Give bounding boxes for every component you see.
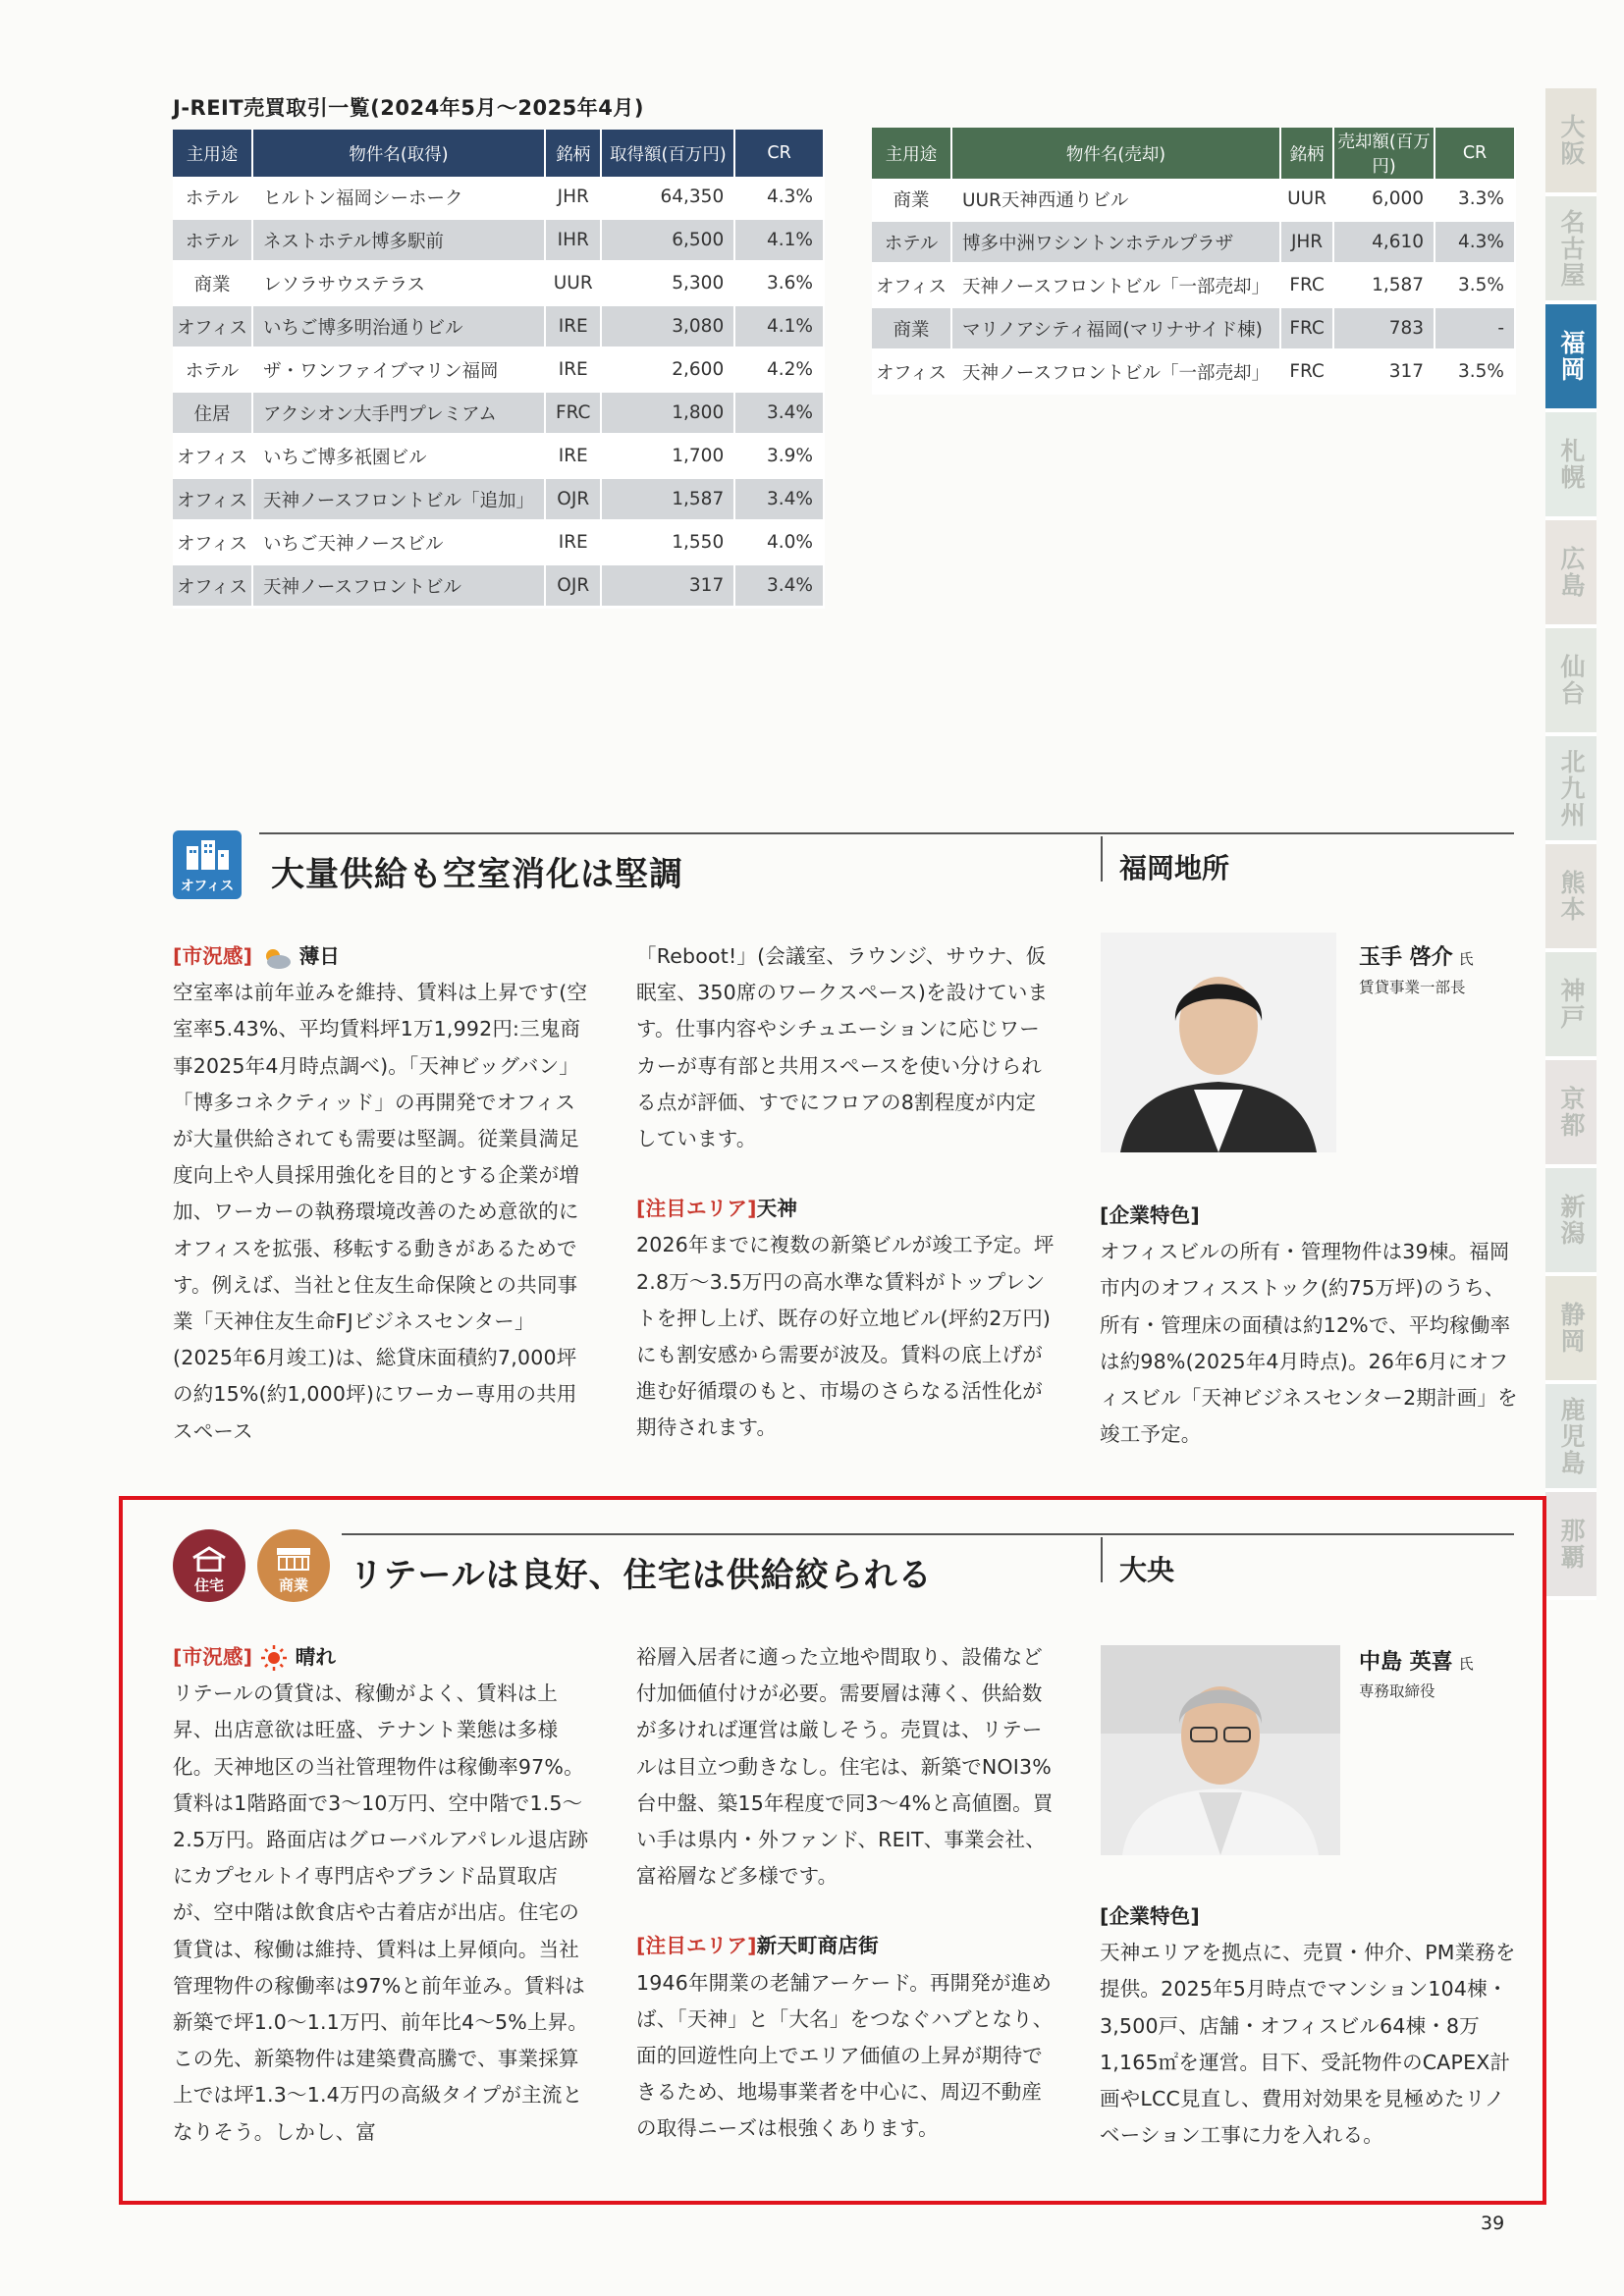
table-cell: ホテル bbox=[173, 219, 252, 262]
table-cell: 天神ノースフロントビル「一部売却」 bbox=[951, 264, 1280, 307]
section2-col2 bbox=[636, 1639, 1055, 2148]
person-name: 中島 英喜 bbox=[1359, 1650, 1453, 1675]
focus-area: 新天町商店街 bbox=[756, 1934, 879, 1958]
table-cell: 博多中洲ワシントンホテルプラザ bbox=[951, 221, 1280, 264]
region-tab[interactable]: 那覇 bbox=[1545, 1492, 1597, 1600]
region-tab[interactable]: 広島 bbox=[1545, 520, 1597, 628]
table-cell: 3.5% bbox=[1435, 264, 1515, 307]
section1-company: 福岡地所 bbox=[1119, 852, 1230, 884]
table-row bbox=[872, 179, 1515, 221]
table-cell: OJR bbox=[545, 564, 601, 608]
feature-text: オフィスビルの所有・管理物件は39棟。福岡市内のオフィスストック(約75万坪)のうち、所有・管理床の面積は約12%で、平均稼働率は約98%(2025年4月時点)。26年6月にオフィスビル「天神ビジネスセンター2期計画」を竣工予定。 bbox=[1100, 1240, 1518, 1447]
person-role: 専務取締役 bbox=[1359, 1682, 1435, 1700]
table-row bbox=[173, 435, 824, 478]
table-row bbox=[173, 305, 824, 348]
table-cell: 1,587 bbox=[601, 478, 734, 521]
table-cell: 4.3% bbox=[734, 177, 824, 219]
table-cell: 64,350 bbox=[601, 177, 734, 219]
person-role: 賃貸事業一部長 bbox=[1359, 979, 1466, 996]
table-cell: FRC bbox=[1280, 307, 1333, 350]
section2-company: 大央 bbox=[1119, 1554, 1175, 1586]
table-row bbox=[173, 392, 824, 435]
region-tab[interactable]: 静岡 bbox=[1545, 1276, 1597, 1384]
person-suffix: 氏 bbox=[1458, 1655, 1474, 1673]
table-title: J-REIT売買取引一覧(2024年5月〜2025年4月) bbox=[173, 96, 644, 120]
table-cell: 3.3% bbox=[1435, 179, 1515, 221]
table-row bbox=[872, 307, 1515, 350]
storefront-icon bbox=[275, 1546, 312, 1572]
region-tab[interactable]: 熊本 bbox=[1545, 844, 1597, 952]
table-header-cell: CR bbox=[734, 130, 824, 177]
person-suffix: 氏 bbox=[1458, 950, 1474, 968]
partly-sunny-icon bbox=[259, 945, 293, 969]
table-cell: 天神ノースフロントビル bbox=[252, 564, 545, 608]
table-cell: 317 bbox=[601, 564, 734, 608]
table-cell: オフィス bbox=[872, 264, 951, 307]
table-cell: UUR bbox=[1280, 179, 1333, 221]
table-cell: FRC bbox=[1280, 350, 1333, 394]
table-cell: オフィス bbox=[173, 564, 252, 608]
section2-col1 bbox=[173, 1639, 591, 2151]
table-header-cell: 物件名(取得) bbox=[252, 130, 545, 177]
table-cell: アクシオン大手門プレミアム bbox=[252, 392, 545, 435]
table-cell: FRC bbox=[545, 392, 601, 435]
section2-rule bbox=[342, 1533, 1514, 1535]
focus-area: 天神 bbox=[756, 1197, 798, 1221]
table-cell: 1,800 bbox=[601, 392, 734, 435]
region-tab[interactable]: 札幌 bbox=[1545, 412, 1597, 520]
table-row bbox=[173, 348, 824, 392]
person-name: 玉手 啓介 bbox=[1359, 945, 1453, 970]
table-header-cell: 主用途 bbox=[173, 130, 252, 177]
table-row bbox=[173, 478, 824, 521]
table-cell: 3.9% bbox=[734, 435, 824, 478]
table-cell: JHR bbox=[1280, 221, 1333, 264]
table-cell: ホテル bbox=[173, 348, 252, 392]
table-cell: マリノアシティ福岡(マリナサイド棟) bbox=[951, 307, 1280, 350]
table-cell: 天神ノースフロントビル「一部売却」 bbox=[951, 350, 1280, 394]
market-tag: [市況感] bbox=[173, 944, 253, 968]
table-cell: IRE bbox=[545, 435, 601, 478]
section1-col2 bbox=[636, 938, 1055, 1447]
section2-divider bbox=[1101, 1537, 1103, 1582]
page-number: 39 bbox=[1481, 2213, 1505, 2234]
region-tab[interactable]: 北九州 bbox=[1545, 736, 1597, 844]
table-cell: UUR bbox=[545, 262, 601, 305]
table-cell: IRE bbox=[545, 521, 601, 564]
table-row bbox=[173, 564, 824, 608]
region-tab[interactable]: 仙台 bbox=[1545, 628, 1597, 736]
table-cell: 商業 bbox=[872, 307, 951, 350]
table-cell: 3.4% bbox=[734, 478, 824, 521]
table-cell: ホテル bbox=[872, 221, 951, 264]
table-cell: JHR bbox=[545, 177, 601, 219]
man-portrait-icon bbox=[1101, 933, 1336, 1152]
table-cell: 783 bbox=[1333, 307, 1435, 350]
region-tab[interactable]: 福岡 bbox=[1545, 304, 1597, 412]
table-cell: 3.4% bbox=[734, 564, 824, 608]
residential-icon-label: 住宅 bbox=[193, 1576, 224, 1594]
office-category-icon bbox=[173, 830, 242, 899]
table-cell: 3.5% bbox=[1435, 350, 1515, 394]
focus-text: 2026年までに複数の新築ビルが竣工予定。坪2.8万〜3.5万円の高水準な賃料がトップレントを押し上げ、既存の好立地ビル(坪約2万円)にも割安感から需要が波及。賃料の底上げが進む好循環のもと、市場のさらなる活性化が期待されます。 bbox=[636, 1233, 1055, 1440]
table-cell: 5,300 bbox=[601, 262, 734, 305]
focus-tag: [注目エリア] bbox=[636, 1197, 757, 1221]
section2-col3 bbox=[1100, 1898, 1522, 2154]
col2-text: 「Reboot!」(会議室、ラウンジ、サウナ、仮眠室、350席のワークスペース)を設けています。仕事内容やシチュエーションに応じワーカーが専有部と共用スペースを使い分けられる点が評価、すでにフロアの8割程度が内定しています。 bbox=[636, 944, 1049, 1151]
table-cell: ネストホテル博多駅前 bbox=[252, 219, 545, 262]
table-header-cell: 銘柄 bbox=[545, 130, 601, 177]
person-name-block bbox=[1359, 1645, 1474, 1676]
region-tab[interactable]: 神戸 bbox=[1545, 952, 1597, 1060]
table-cell: 天神ノースフロントビル「追加」 bbox=[252, 478, 545, 521]
table-row bbox=[173, 219, 824, 262]
region-tab[interactable]: 大阪 bbox=[1545, 88, 1597, 196]
acquisition-table bbox=[173, 130, 825, 609]
table-cell: 商業 bbox=[872, 179, 951, 221]
table-cell: オフィス bbox=[872, 350, 951, 394]
section1-divider bbox=[1101, 836, 1103, 881]
section1-rule bbox=[259, 832, 1514, 834]
person-photo-nakajima bbox=[1101, 1645, 1340, 1855]
table-cell: 1,587 bbox=[1333, 264, 1435, 307]
table-cell: IRE bbox=[545, 348, 601, 392]
section1-col3 bbox=[1100, 1198, 1522, 1453]
table-header-cell: 物件名(売却) bbox=[951, 128, 1280, 179]
table-cell: レソラサウステラス bbox=[252, 262, 545, 305]
table-header-cell: CR bbox=[1435, 128, 1515, 179]
table-cell: 2,600 bbox=[601, 348, 734, 392]
section1-col1 bbox=[173, 938, 591, 1450]
feature-tag: [企業特色] bbox=[1100, 1904, 1200, 1928]
table-cell: OJR bbox=[545, 478, 601, 521]
market-weather: 晴れ bbox=[295, 1645, 337, 1669]
table-cell: 4,610 bbox=[1333, 221, 1435, 264]
table-cell: 1,550 bbox=[601, 521, 734, 564]
table-cell: IHR bbox=[545, 219, 601, 262]
commercial-category-icon bbox=[257, 1529, 330, 1602]
region-tab[interactable]: 名古屋 bbox=[1545, 196, 1597, 304]
table-cell: ザ・ワンファイブマリン福岡 bbox=[252, 348, 545, 392]
table-cell: オフィス bbox=[173, 305, 252, 348]
table-cell: - bbox=[1435, 307, 1515, 350]
residential-category-icon bbox=[173, 1529, 245, 1602]
commercial-icon-label: 商業 bbox=[278, 1576, 308, 1594]
table-cell: 4.3% bbox=[1435, 221, 1515, 264]
table-cell: オフィス bbox=[173, 521, 252, 564]
market-tag: [市況感] bbox=[173, 1645, 253, 1669]
table-cell: 4.2% bbox=[734, 348, 824, 392]
table-cell: オフィス bbox=[173, 478, 252, 521]
region-tab[interactable]: 京都 bbox=[1545, 1060, 1597, 1168]
region-tab[interactable]: 鹿児島 bbox=[1545, 1384, 1597, 1492]
market-text: リテールの賃貸は、稼働がよく、賃料は上昇、出店意欲は旺盛、テナント業態は多様化。天神地区の当社管理物件は稼働率97%。賃料は1階路面で3〜10万円、空中階で1.5〜2.5万円。路面店はグローバルアパレル退店跡にカプセルトイ専門店やブランド品買取店が、空中階は飲食店や古着店が出店。住宅の賃貸は、稼働は維持、賃料は上昇傾向。当社管理物件の稼働率は97%と前年並み。賃料は新築で坪1.0〜1.1万円、前年比4〜5%上昇。この先、新築物件は建築費高騰で、事業採算上では坪1.3〜1.4万円の高級タイプが主流となりそう。しかし、富 bbox=[173, 1682, 589, 2144]
sunny-icon bbox=[259, 1645, 289, 1671]
section1-headline: 大量供給も空室消化は堅調 bbox=[271, 855, 683, 894]
table-header-cell: 銘柄 bbox=[1280, 128, 1333, 179]
table-cell: 3,080 bbox=[601, 305, 734, 348]
table-cell: 住居 bbox=[173, 392, 252, 435]
feature-tag: [企業特色] bbox=[1100, 1203, 1200, 1227]
table-cell: 4.1% bbox=[734, 305, 824, 348]
market-text: 空室率は前年並みを維持、賃料は上昇です(空室率5.43%、平均賃料坪1万1,992円:三鬼商事2025年4月時点調べ)。「天神ビッグバン」「博多コネクティッド」の再開発でオフィスが大量供給されても需要は堅調。従業員満足度向上や人員採用強化を目的とする企業が増加、ワーカーの執務環境改善のため意欲的にオフィスを拡張、移転する動きがあるためです。例えば、当社と住友生命保険との共同事業「天神住友生命FJビジネスセンター」(2025年6月竣工)は、総貸床面積約7,000坪の約15%(約1,000坪)にワーカー専用の共用スペース bbox=[173, 981, 588, 1443]
table-row bbox=[173, 521, 824, 564]
table-cell: いちご博多祇園ビル bbox=[252, 435, 545, 478]
sale-table bbox=[872, 128, 1516, 395]
market-weather: 薄日 bbox=[298, 944, 341, 968]
table-cell: FRC bbox=[1280, 264, 1333, 307]
table-cell: いちご博多明治通りビル bbox=[252, 305, 545, 348]
table-row bbox=[173, 177, 824, 219]
section2-headline: リテールは良好、住宅は供給絞られる bbox=[350, 1556, 933, 1595]
table-cell: いちご天神ノースビル bbox=[252, 521, 545, 564]
person-name-block bbox=[1359, 940, 1474, 971]
focus-tag: [注目エリア] bbox=[636, 1934, 757, 1958]
table-cell: IRE bbox=[545, 305, 601, 348]
table-cell: 4.1% bbox=[734, 219, 824, 262]
table-cell: 3.6% bbox=[734, 262, 824, 305]
table-cell: 317 bbox=[1333, 350, 1435, 394]
table-row bbox=[173, 262, 824, 305]
table-header-cell: 主用途 bbox=[872, 128, 951, 179]
region-tab[interactable]: 新潟 bbox=[1545, 1168, 1597, 1276]
table-header-cell: 売却額(百万円) bbox=[1333, 128, 1435, 179]
focus-text: 1946年開業の老舗アーケード。再開発が進めば、「天神」と「大名」をつなぐハブとなり、面的回遊性向上でエリア価値の上昇が期待できるため、地場事業者を中心に、周辺不動産の取得ニーズは根強くあります。 bbox=[636, 1970, 1054, 2141]
table-header-cell: 取得額(百万円) bbox=[601, 130, 734, 177]
man-portrait-icon bbox=[1101, 1645, 1340, 1855]
table-cell: UUR天神西通りビル bbox=[951, 179, 1280, 221]
table-cell: オフィス bbox=[173, 435, 252, 478]
table-cell: 6,500 bbox=[601, 219, 734, 262]
table-cell: 1,700 bbox=[601, 435, 734, 478]
table-row bbox=[872, 264, 1515, 307]
table-cell: ヒルトン福岡シーホーク bbox=[252, 177, 545, 219]
table-row bbox=[872, 221, 1515, 264]
feature-text: 天神エリアを拠点に、売買・仲介、PM業務を提供。2025年5月時点でマンション104棟・3,500戸、店舗・オフィスビル64棟・8万1,165㎡を運営。目下、受託物件のCAPEX計画やLCC見直し、費用対効果を見極めたリノベーション工事に力を入れる。 bbox=[1100, 1941, 1516, 2148]
table-cell: 3.4% bbox=[734, 392, 824, 435]
person-photo-tamate bbox=[1101, 933, 1336, 1152]
col2-text: 裕層入居者に適った立地や間取り、設備など付加価値付けが必要。需要層は薄く、供給数が多ければ運営は厳しそう。売買は、リテールは目立つ動きなし。住宅は、新築でNOI3%台中盤、築15年程度で同3〜4%と高値圏。買い手は県内・外ファンド、REIT、事業会社、富裕層など多様です。 bbox=[636, 1645, 1054, 1889]
house-icon bbox=[191, 1546, 227, 1572]
table-cell: 6,000 bbox=[1333, 179, 1435, 221]
table-cell: 4.0% bbox=[734, 521, 824, 564]
table-cell: 商業 bbox=[173, 262, 252, 305]
table-cell: ホテル bbox=[173, 177, 252, 219]
office-icon-label: オフィス bbox=[180, 879, 235, 894]
table-row bbox=[872, 350, 1515, 394]
